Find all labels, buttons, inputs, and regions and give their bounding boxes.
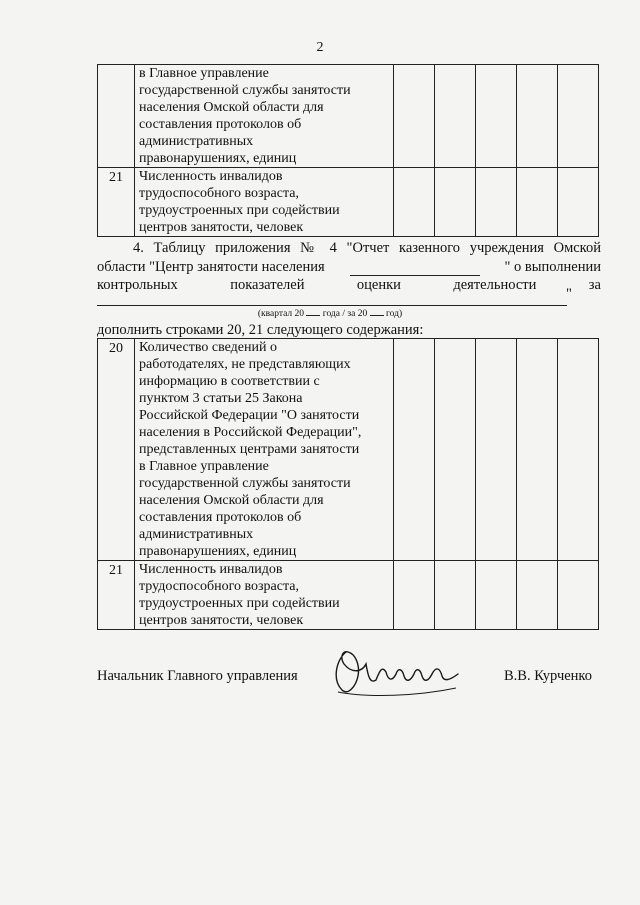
empty-cell [435, 65, 476, 168]
row-line: трудоспособного возраста, [139, 186, 299, 201]
page-number: 2 [316, 40, 324, 55]
signer-name: В.В. Курченко [504, 668, 592, 684]
caption-part: (квартал 20 [257, 309, 305, 319]
empty-cell [476, 561, 517, 630]
empty-cell [517, 561, 558, 630]
row-line: государственной службы занятости [139, 476, 351, 491]
empty-cell [476, 168, 517, 237]
table-bottom [97, 338, 599, 630]
empty-cell [517, 168, 558, 237]
paragraph-line-3 [97, 275, 601, 294]
row-line: трудоустроенных при содействии [139, 203, 340, 218]
empty-cell [558, 65, 599, 168]
row-number: 20 [98, 339, 135, 561]
empty-cell [435, 561, 476, 630]
table-row [98, 339, 599, 561]
row-line: государственной службы занятости [139, 83, 351, 98]
row-line: в Главное управление [139, 459, 269, 474]
row-line: Российской Федерации "О занятости [139, 408, 360, 423]
row-line: работодателях, не представляющих [139, 357, 351, 372]
row-line: составления протоколов об [139, 510, 302, 525]
supplement-text: дополнить строками 20, 21 следующего содержания: [97, 322, 424, 338]
paragraph-word: за [588, 277, 601, 293]
row-line: представленных центрами занятости [139, 442, 360, 457]
empty-cell [476, 65, 517, 168]
row-line: правонарушениях, единиц [139, 544, 297, 559]
row-line: информацию в соответствии с [139, 374, 320, 389]
period-blank-line [97, 304, 567, 306]
row-line: Численность инвалидов [139, 169, 283, 184]
caption-part: год) [385, 309, 403, 319]
empty-cell [435, 339, 476, 561]
fill-blank [350, 262, 480, 276]
paragraph-line-1: 4. Таблицу приложения № 4 "Отчет казенного учреждения Омской [133, 240, 601, 256]
row-number: 21 [98, 168, 135, 237]
paragraph-line-2-end: " о выполнении [504, 259, 601, 275]
empty-cell [558, 561, 599, 630]
table-row [98, 561, 599, 630]
caption-part: года / за 20 [322, 309, 368, 319]
table-row [98, 65, 599, 168]
paragraph-line-2 [97, 257, 601, 276]
closing-quote: " [566, 286, 572, 302]
paragraph-word: показателей [230, 277, 305, 293]
row-line: административных [139, 134, 254, 149]
row-line: центров занятости, человек [139, 613, 304, 628]
row-line: центров занятости, человек [139, 220, 304, 235]
empty-cell [517, 339, 558, 561]
empty-cell [394, 561, 435, 630]
handwritten-signature [318, 640, 468, 700]
paragraph-line-2-start: области "Центр занятости населения [97, 259, 325, 275]
row-number: 21 [98, 561, 135, 630]
caption-blank [306, 307, 320, 316]
row-description [135, 168, 394, 237]
row-line: административных [139, 527, 254, 542]
row-line: населения Омской области для [139, 493, 324, 508]
row-description [135, 339, 394, 561]
empty-cell [517, 65, 558, 168]
row-line: правонарушениях, единиц [139, 151, 297, 166]
paragraph-word: деятельности [453, 277, 537, 293]
empty-cell [558, 168, 599, 237]
period-caption [0, 307, 640, 319]
signer-title: Начальник Главного управления [97, 668, 298, 684]
row-line: населения в Российской Федерации", [139, 425, 362, 440]
row-line: составления протоколов об [139, 117, 302, 132]
row-line: трудоспособного возраста, [139, 579, 299, 594]
row-description [135, 561, 394, 630]
row-line: Количество сведений о [139, 340, 277, 355]
table-row [98, 168, 599, 237]
row-line: трудоустроенных при содействии [139, 596, 340, 611]
row-number [98, 65, 135, 168]
row-line: в Главное управление [139, 66, 269, 81]
empty-cell [476, 339, 517, 561]
empty-cell [394, 65, 435, 168]
empty-cell [558, 339, 599, 561]
table-top [97, 64, 599, 237]
caption-blank [370, 307, 384, 316]
row-line: пунктом 3 статьи 25 Закона [139, 391, 303, 406]
row-line: Численность инвалидов [139, 562, 283, 577]
empty-cell [394, 168, 435, 237]
empty-cell [394, 339, 435, 561]
paragraph-word: оценки [356, 277, 401, 293]
paragraph-word: контрольных [97, 277, 178, 293]
empty-cell [435, 168, 476, 237]
row-description [135, 65, 394, 168]
row-line: населения Омской области для [139, 100, 324, 115]
